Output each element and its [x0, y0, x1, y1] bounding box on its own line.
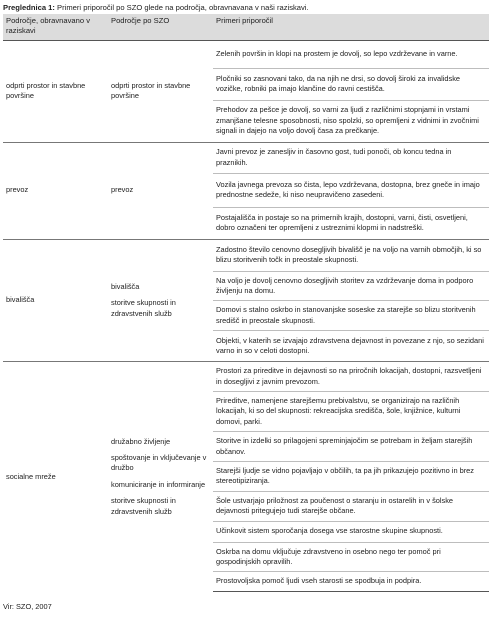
table-row [3, 142, 489, 173]
recommendation-cell: Zadostno število cenovno dosegljivih bivališč je na voljo na varnih območjih, ki so blizu storitvenih točk in preostale skupnosti. [213, 239, 489, 271]
recommendation-cell: Prireditve, namenjene starejšemu prebivalstvu, se organizirajo na različnih lokacijah, ki so del skupnosti: rekreacijska središča, šole, knjižnice, kulturni domovi, parki. [213, 391, 489, 431]
recommendation-cell: Domovi s stalno oskrbo in stanovanjske soseske za starejše so blizu storitvenih središč in preostale skupnosti. [213, 301, 489, 331]
table-row [3, 239, 489, 271]
recommendation-cell: Pločniki so zasnovani tako, da na njih ne drsi, so dovolj široki za invalidske vozičke, robniki pa imajo klančine do ravni cestišča. [213, 68, 489, 100]
who-area-label: storitve skupnosti in zdravstvenih služb [111, 496, 176, 516]
table-body [3, 40, 489, 591]
who-area-cell [108, 40, 213, 142]
recommendation-cell: Storitve in izdelki so prilagojeni spreminjajočim se potrebam in željam starejših občanov. [213, 432, 489, 462]
caption-text: Primeri priporočil po SZO glede na področja, obravnavana v naši raziskavi. [57, 3, 309, 12]
who-area-label: družabno življenje [111, 436, 171, 446]
recommendation-cell: Učinkovit sistem sporočanja dosega vse starostne skupine skupnosti. [213, 521, 489, 542]
who-area-label: spoštovanje in vključevanje v družbo [111, 452, 207, 473]
recommendation-cell: Prehodov za pešce je dovolj, so varni za ljudi z različnimi stopnjami in vrstami zmanjšane telesne sposobnosti, niso spolzki, so opremljeni z vidnimi in zvočnimi signali in dajejo na voljo dovolj časa za prečkanje. [213, 100, 489, 142]
recommendation-cell: Oskrba na domu vključuje zdravstveno in osebno nego ter pomoč pri gospodinjskih opravilih. [213, 542, 489, 572]
source-note: Vir: SZO, 2007 [3, 602, 52, 611]
who-area-label: bivališča [111, 281, 140, 291]
recommendation-cell: Šole ustvarjajo priložnost za poučenost o staranju in ostarelih in v šolske dejavnosti pritegujejo tudi starejše občane. [213, 491, 489, 521]
who-area-cell [108, 142, 213, 239]
area-cell: socialne mreže [3, 362, 108, 592]
table-row [3, 362, 489, 392]
table-caption [3, 3, 309, 13]
recommendation-cell: Javni prevoz je zanesljiv in časovno gost, tudi ponoči, ob koncu tedna in praznikih. [213, 142, 489, 173]
recommendations-table [3, 14, 489, 592]
who-area-label: storitve skupnosti in zdravstvenih služb [111, 298, 176, 318]
who-area-label: odprti prostor in stavbne površine [111, 80, 191, 100]
who-area-cell [108, 239, 213, 362]
area-cell: prevoz [3, 142, 108, 239]
table-row [3, 40, 489, 68]
recommendation-cell: Na voljo je dovolj cenovno dosegljivih storitev za vzdrževanje doma in podporo življenju na domu. [213, 271, 489, 301]
who-area-cell [108, 362, 213, 592]
caption-label: Preglednica 1: [3, 3, 55, 12]
recommendation-cell: Prostori za prireditve in dejavnosti so na priročnih lokacijah, dostopni, razsvetljeni in dosegljivi z javnim prevozom. [213, 362, 489, 392]
area-cell: odprti prostor in stavbne površine [6, 80, 86, 100]
recommendation-cell: Zelenih površin in klopi na prostem je dovolj, so lepo vzdrževane in varne. [216, 48, 458, 58]
who-area-label: prevoz [111, 185, 134, 195]
who-area-label: komuniciranje in informiranje [111, 479, 206, 489]
header-examples: Primeri priporočil [213, 14, 489, 40]
recommendation-cell: Postajališča in postaje so na primernih krajih, dostopni, varni, čisti, osvetljeni, dobro označeni ter opremljeni z ustreznimi klopmi in nadstreški. [213, 207, 489, 239]
recommendation-cell: Prostovoljska pomoč ljudi vseh starosti se spodbuja in podpira. [213, 572, 489, 591]
header-who-area: Področje po SZO [108, 14, 213, 40]
header-area: Področje, obravnavano v raziskavi [3, 14, 108, 40]
area-cell: bivališča [3, 239, 108, 362]
table-header-row [3, 14, 489, 40]
recommendation-cell: Objekti, v katerih se izvajajo zdravstvena dejavnost in povezane z njo, so sezidani varno in so v celoti dostopni. [213, 331, 489, 362]
recommendation-cell: Vozila javnega prevoza so čista, lepo vzdrževana, dostopna, brez gneče in imajo prednostne sedeže, ki niso neupravičeno zasedeni. [213, 173, 489, 207]
recommendation-cell: Starejši ljudje se vidno pojavljajo v občilih, ta pa jih prikazujejo pozitivno in brez stereotipiziranja. [213, 461, 489, 491]
